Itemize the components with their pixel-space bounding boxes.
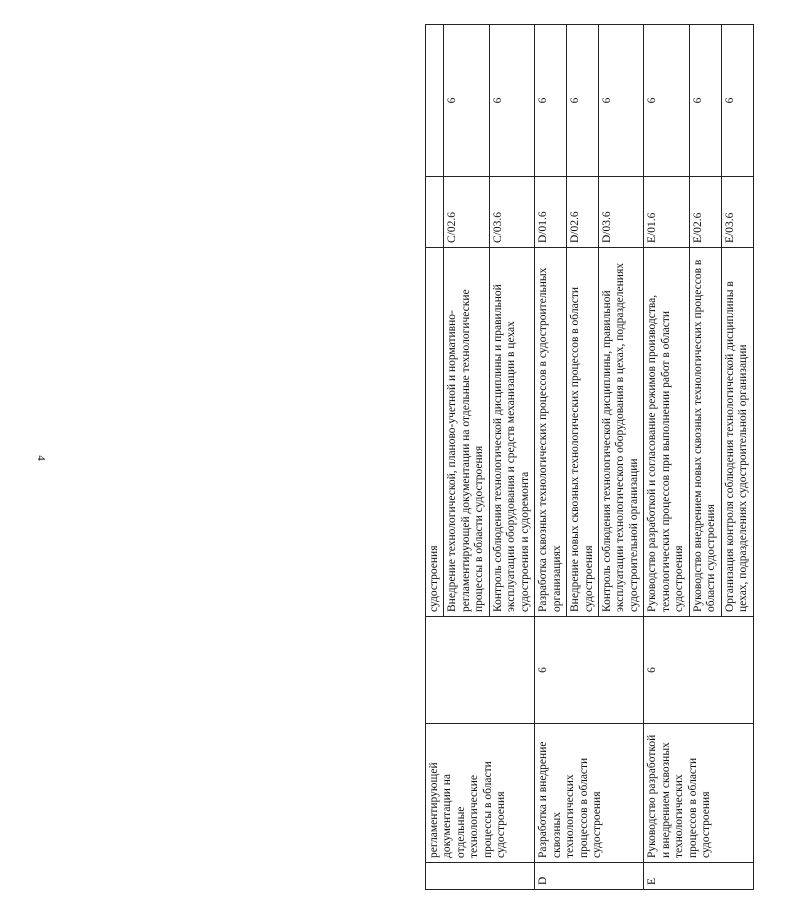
function-name-cell: Разработка и внедрение сквозных технологических процессов в области судостроения — [535, 724, 644, 863]
labor-function-cell: судостроения — [426, 248, 444, 617]
table-row — [644, 25, 689, 890]
labor-code-cell: D/03.6 — [598, 177, 643, 248]
function-level-cell: 6 — [535, 617, 644, 724]
function-code-cell: D — [535, 863, 644, 890]
page-number: 4 — [34, 455, 47, 461]
labor-function-cell: Руководство внедрением новых сквозных технологических процессов в области судостроения — [689, 248, 721, 617]
labor-level-cell: 6 — [535, 25, 567, 177]
labor-function-cell: Организация контроля соблюдения технологической дисциплины в цехах, подразделениях судостроительной организации — [721, 248, 753, 617]
labor-function-cell: Контроль соблюдения технологической дисциплины, правильной эксплуатации технологического оборудования в цехах, подразделениях судостроительной организации — [598, 248, 643, 617]
table-row — [535, 25, 567, 890]
rotated-page-content — [425, 45, 785, 890]
labor-function-cell: Внедрение новых сквозных технологических процессов в области судостроения — [567, 248, 599, 617]
labor-level-cell: 6 — [489, 25, 534, 177]
labor-level-cell: 6 — [644, 25, 689, 177]
function-name-cell: регламентирующей документации на отдельные технологические процессы в области судостроения — [426, 724, 535, 863]
labor-function-cell: Контроль соблюдения технологической дисциплины и правильной эксплуатации оборудования и средств механизации в цехах судостроения и судоремонта — [489, 248, 534, 617]
labor-code-cell: C/03.6 — [489, 177, 534, 248]
labor-code-cell: E/03.6 — [721, 177, 753, 248]
labor-function-cell: Внедрение технологической, планово-учетной и нормативно-регламентирующей документации на отдельные технологические процессы в области судостроения — [444, 248, 489, 617]
labor-level-cell: 6 — [444, 25, 489, 177]
labor-code-cell: E/01.6 — [644, 177, 689, 248]
labor-level-cell — [426, 25, 444, 177]
labor-code-cell: C/02.6 — [444, 177, 489, 248]
functions-table — [425, 24, 754, 890]
labor-code-cell: E/02.6 — [689, 177, 721, 248]
function-name-cell: Руководство разработкой и внедрением сквозных технологических процессов в области судостроения — [644, 724, 753, 863]
function-level-cell: 6 — [644, 617, 753, 724]
labor-level-cell: 6 — [567, 25, 599, 177]
labor-function-cell: Руководство разработкой и согласование режимов производства, технологических процессов при выполнении работ в области судостроения — [644, 248, 689, 617]
labor-code-cell: D/02.6 — [567, 177, 599, 248]
function-code-cell — [426, 863, 535, 890]
table-row — [426, 25, 444, 890]
labor-level-cell: 6 — [689, 25, 721, 177]
labor-code-cell — [426, 177, 444, 248]
labor-level-cell: 6 — [721, 25, 753, 177]
labor-function-cell: Разработка сквозных технологических процессов в судостроительных организациях — [535, 248, 567, 617]
function-code-cell: E — [644, 863, 753, 890]
labor-level-cell: 6 — [598, 25, 643, 177]
function-level-cell — [426, 617, 535, 724]
labor-code-cell: D/01.6 — [535, 177, 567, 248]
